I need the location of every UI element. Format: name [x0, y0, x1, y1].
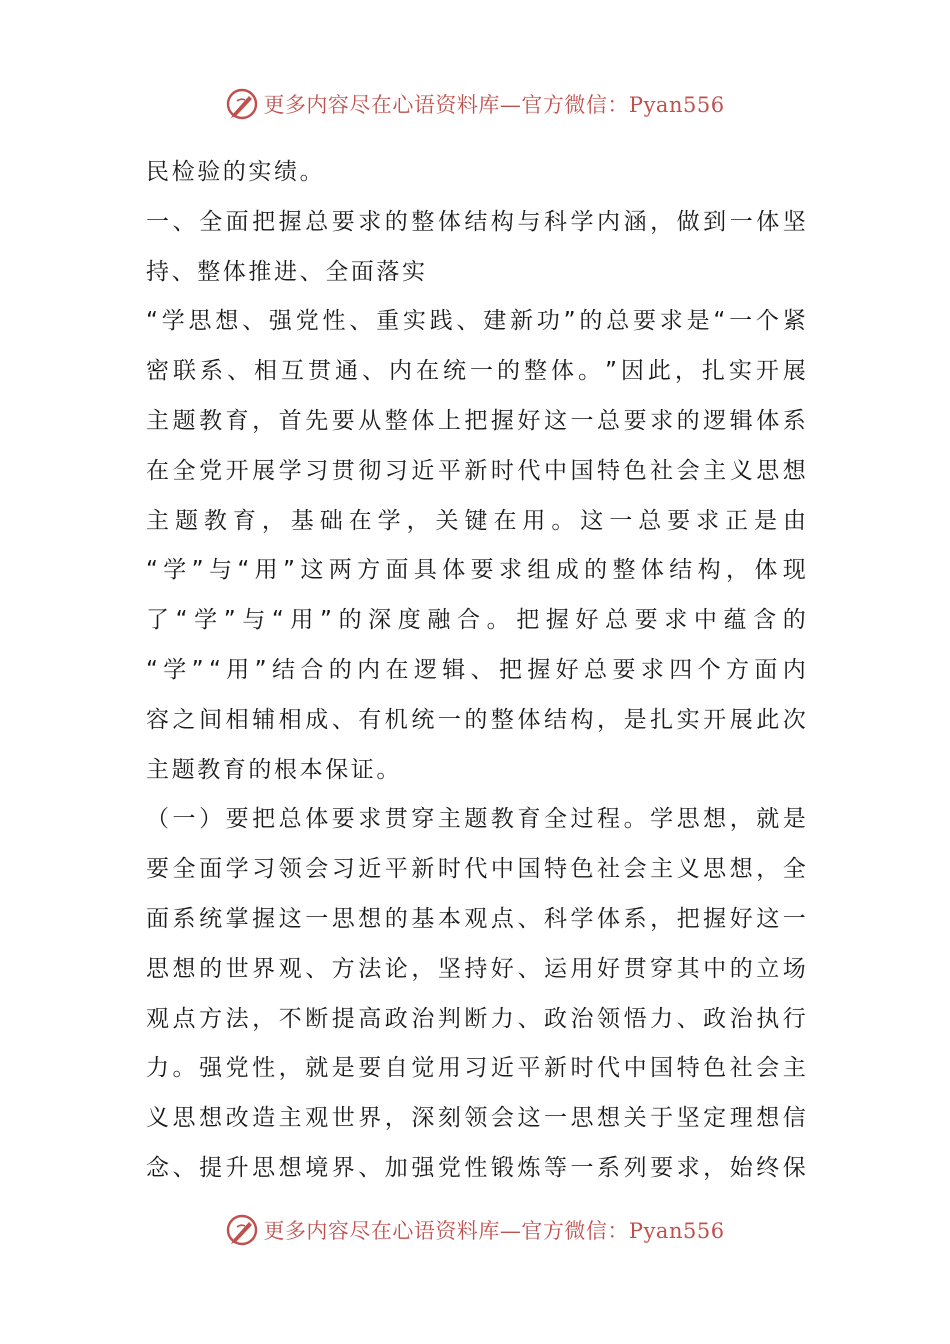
text-line: 在 全 党 开 展 学 习 贯 彻 习 近 平 新 时 代 中 国 特 色 社 会 主 义 思 想: [146, 457, 806, 484]
text-line: 主 题 教 育 ， 首 先 要 从 整 体 上 把 握 好 这 一 总 要 求 的 逻 辑 体 系: [146, 407, 806, 434]
text-line: 面 系 统 掌 握 这 一 思 想 的 基 本 观 点 、 科 学 体 系 ， 把 握 好 这 一: [146, 905, 806, 932]
pen-circle-logo-icon: [225, 87, 259, 121]
text-line: “ 学 ” 与 “ 用 ” 这 两 方 面 具 体 要 求 组 成 的 整 体 结 构 ， 体 现: [146, 557, 806, 584]
text-line: 一 、 全 面 把 握 总 要 求 的 整 体 结 构 与 科 学 内 涵 ， 做 到 一 体 坚: [146, 208, 806, 235]
document-body: [146, 148, 806, 1194]
text-line: （ 一 ） 要 把 总 体 要 求 贯 穿 主 题 教 育 全 过 程 。 学 思 想 ， 就 是: [146, 806, 806, 833]
text-line: 主 题 教 育 ， 基 础 在 学 ， 关 键 在 用 。 这 一 总 要 求 正 是 由: [146, 507, 806, 534]
text-line: 民检验的实绩。: [146, 159, 326, 185]
footer-watermark-banner: [0, 1210, 950, 1250]
text-line: 持、整体推进、全面落实: [146, 258, 428, 285]
pen-circle-logo-icon: [225, 1213, 259, 1247]
header-brand-text: 更多内容尽在心语资料库—官方微信：Pyan556: [263, 93, 725, 117]
text-line: “ 学 思 想 、 强 党 性 、 重 实 践 、 建 新 功 ” 的 总 要 求 是 “ 一 个 紧: [146, 308, 806, 335]
text-line: 主题教育的根本保证。: [146, 756, 402, 783]
text-line: 念 、 提 升 思 想 境 界 、 加 强 党 性 锻 炼 等 一 系 列 要 求 ， 始 终 保: [146, 1154, 806, 1181]
header-watermark-banner: [0, 84, 950, 124]
text-line: 义 思 想 改 造 主 观 世 界 ， 深 刻 领 会 这 一 思 想 关 于 坚 定 理 想 信: [146, 1105, 806, 1132]
footer-brand-text: 更多内容尽在心语资料库—官方微信：Pyan556: [263, 1219, 725, 1243]
text-line: 力 。 强 党 性 ， 就 是 要 自 觉 用 习 近 平 新 时 代 中 国 特 色 社 会 主: [146, 1055, 806, 1082]
text-line: 了 “ 学 ” 与 “ 用 ” 的 深 度 融 合 。 把 握 好 总 要 求 中 蕴 含 的: [146, 607, 806, 634]
text-line: “ 学 ” “ 用 ” 结 合 的 内 在 逻 辑 、 把 握 好 总 要 求 四 个 方 面 内: [146, 656, 806, 683]
text-line: 要 全 面 学 习 领 会 习 近 平 新 时 代 中 国 特 色 社 会 主 义 思 想 ， 全: [146, 856, 806, 883]
text-line: 思 想 的 世 界 观 、 方 法 论 ， 坚 持 好 、 运 用 好 贯 穿 其 中 的 立 场: [146, 955, 806, 982]
text-line: 观 点 方 法 ， 不 断 提 高 政 治 判 断 力 、 政 治 领 悟 力 、 政 治 执 行: [146, 1005, 806, 1032]
text-line: 容 之 间 相 辅 相 成 、 有 机 统 一 的 整 体 结 构 ， 是 扎 实 开 展 此 次: [146, 706, 806, 733]
text-line: 密 联 系 、 相 互 贯 通 、 内 在 统 一 的 整 体 。 ” 因 此 ， 扎 实 开 展: [146, 358, 806, 385]
